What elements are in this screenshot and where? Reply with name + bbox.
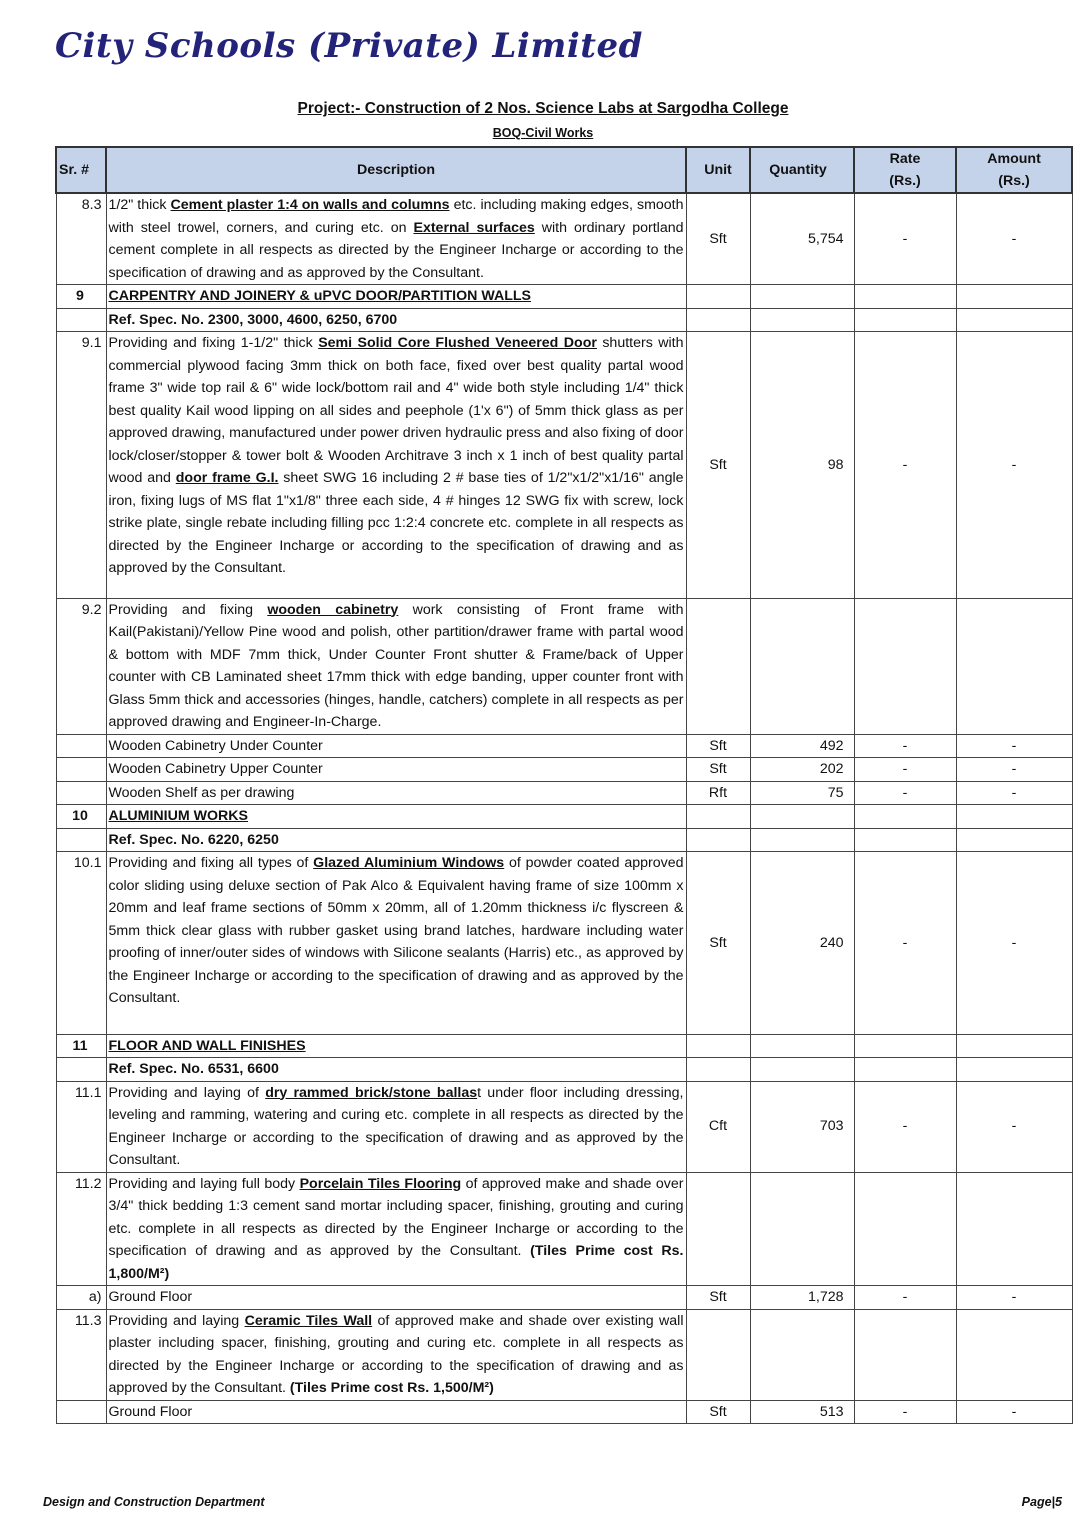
- spec-reference: Ref. Spec. No. 6220, 6250: [106, 828, 686, 852]
- table-row: [56, 1309, 1072, 1400]
- rate-cell: -: [854, 1286, 956, 1310]
- spec-reference: Ref. Spec. No. 2300, 3000, 4600, 6250, 6700: [106, 308, 686, 332]
- section-row: [56, 805, 1072, 829]
- unit-cell: Sft: [686, 1400, 750, 1424]
- header-rate: [854, 147, 956, 193]
- description-cell: [106, 1081, 686, 1172]
- rate-cell: -: [854, 193, 956, 285]
- sr-cell: 9: [56, 285, 106, 309]
- sr-cell: 11.2: [56, 1172, 106, 1286]
- rate-cell: -: [854, 734, 956, 758]
- prime-cost-note: (Tiles Prime cost Rs. 1,500/M²): [289, 1380, 494, 1396]
- rate-cell: -: [854, 758, 956, 782]
- company-logo: City Schools (Private) Limited: [55, 26, 643, 66]
- description-cell: Wooden Cabinetry Upper Counter: [106, 758, 686, 782]
- amount-cell: -: [956, 332, 1072, 599]
- boq-table: [55, 146, 1073, 1424]
- section-row: [56, 285, 1072, 309]
- sr-cell: 8.3: [56, 193, 106, 285]
- desc-text: of approved make and shade over existing wall plaster including spacer, finishing, grouting and curing etc. complete in all respects as directed by the Engineer Incharge or according to the specification of drawing and as approved by the Consultant.: [108, 1312, 684, 1396]
- unit-cell: Sft: [686, 734, 750, 758]
- sr-cell: 10: [56, 805, 106, 829]
- ref-row: [56, 828, 1072, 852]
- desc-text: sheet SWG 16 including 2 # base ties of 1/2"x1/2"x1/16" angle iron, fixing lugs of MS flat 1"x1/8" three each side, 4 # hinges 12 SWG fix with screw, lock strike plate, single rebate including filling pcc 1:2:4 concrete etc. complete in all respects as directed by the Engineer Incharge or according to the specification of drawing and as approved by the Consultant.: [108, 470, 684, 576]
- sr-cell: a): [56, 1286, 106, 1310]
- table-row: [56, 852, 1072, 1035]
- desc-keyword: Semi Solid Core Flushed Veneered Door: [318, 335, 597, 351]
- desc-text: etc. including making edges, smooth with steel trowel, corners, and curing etc. on: [108, 197, 684, 236]
- table-row: [56, 332, 1072, 599]
- desc-keyword: Glazed Aluminium Windows: [313, 855, 505, 871]
- amount-cell: -: [956, 193, 1072, 285]
- spec-reference: Ref. Spec. No. 6531, 6600: [106, 1058, 686, 1082]
- description-cell: Ground Floor: [106, 1286, 686, 1310]
- section-title: FLOOR AND WALL FINISHES: [106, 1034, 686, 1058]
- desc-text: work consisting of Front frame with Kail(Pakistani)/Yellow Pine wood and polish, other partition/drawer frame with partal wood & bottom with MDF 7mm thick, Under Counter Front shutter & Frame/back of Upper counter with CB Laminated sheet 17mm thick with edge banding, upper counter front with Glass 5mm thick and accessories (hinges, handle, catchers) complete in all respects as per approved drawing and Engineer-In-Charge.: [108, 601, 684, 730]
- unit-cell: Cft: [686, 1081, 750, 1172]
- desc-keyword: External surfaces: [413, 219, 535, 236]
- desc-text: of approved make and shade over 3/4" thick bedding 1:3 cement sand mortar including spacer, finishing, grouting and curing etc. complete in all respects as directed by the Engineer Incharge or according to the specification of drawing and as approved by the Consultant.: [108, 1175, 684, 1259]
- desc-text: Providing and fixing all types of: [108, 855, 314, 871]
- quantity-cell: 492: [750, 734, 854, 758]
- section-row: [56, 1034, 1072, 1058]
- desc-keyword: Cement plaster 1:4 on walls and columns: [170, 197, 450, 213]
- table-row: [56, 734, 1072, 758]
- header-amount: [956, 147, 1072, 193]
- desc-keyword: Ceramic Tiles Wall: [244, 1312, 373, 1329]
- sr-cell: 9.2: [56, 598, 106, 734]
- amount-cell: -: [956, 852, 1072, 1035]
- table-header-row: [56, 147, 1072, 193]
- header-rate-unit: (Rs.): [889, 173, 921, 189]
- header-amount-unit: (Rs.): [998, 173, 1030, 189]
- description-cell: Wooden Shelf as per drawing: [106, 781, 686, 805]
- rate-cell: -: [854, 332, 956, 599]
- unit-cell: Sft: [686, 852, 750, 1035]
- quantity-cell: 703: [750, 1081, 854, 1172]
- rate-cell: -: [854, 1400, 956, 1424]
- rate-cell: -: [854, 1081, 956, 1172]
- desc-text: with ordinary portland cement complete in all respects as directed by the Engineer Incharge or according to the specification of drawing and as approved by the Consultant.: [108, 219, 684, 281]
- prime-cost-note: (Tiles Prime cost Rs. 1,800/M²): [108, 1243, 684, 1282]
- unit-cell: Rft: [686, 781, 750, 805]
- sr-cell: 11.3: [56, 1309, 106, 1400]
- header-sr: Sr. #: [56, 147, 106, 193]
- section-title: CARPENTRY AND JOINERY & uPVC DOOR/PARTITION WALLS: [106, 285, 686, 309]
- description-cell: Ground Floor: [106, 1400, 686, 1424]
- description-cell: [106, 332, 686, 599]
- desc-keyword: Porcelain Tiles Flooring: [299, 1175, 462, 1192]
- desc-keyword: door frame G.I.: [175, 470, 279, 486]
- document-subtitle: BOQ-Civil Works: [492, 126, 594, 140]
- table-row: [56, 1400, 1072, 1424]
- quantity-cell: 202: [750, 758, 854, 782]
- desc-text: Providing and laying of: [108, 1084, 266, 1101]
- description-cell: [106, 1172, 686, 1286]
- unit-cell: Sft: [686, 758, 750, 782]
- quantity-cell: 240: [750, 852, 854, 1035]
- desc-text: Providing and fixing: [108, 601, 268, 618]
- unit-cell: Sft: [686, 1286, 750, 1310]
- quantity-cell: 5,754: [750, 193, 854, 285]
- desc-keyword: wooden cabinetry: [267, 601, 399, 618]
- quantity-cell: 1,728: [750, 1286, 854, 1310]
- sr-cell: 11.1: [56, 1081, 106, 1172]
- description-cell: [106, 193, 686, 285]
- ref-row: [56, 1058, 1072, 1082]
- header-quantity: Quantity: [750, 147, 854, 193]
- table-row: [56, 758, 1072, 782]
- desc-text: Providing and laying full body: [108, 1175, 300, 1192]
- table-row: [56, 1081, 1072, 1172]
- amount-cell: -: [956, 1081, 1072, 1172]
- project-title: Project:- Construction of 2 Nos. Science Labs at Sargodha College: [297, 100, 789, 117]
- footer-page-number: Page|5: [1021, 1495, 1062, 1509]
- desc-text: shutters with commercial plywood facing 3mm thick on both face, fixed over best quality partal wood frame 3" wide top rail & 6" wide lock/bottom rail and 4" wide both style including 1/4" thick best quality Kail wood lipping on all sides and peephole (1'x 6") of 5mm thick glass as per approved drawing, manufactured under power driven hydraulic press and also fixing of door lock/closer/stopper & tower bolt & Wooden Architrave 3 inch x 1 inch of best quality partal wood and: [108, 335, 684, 486]
- unit-cell: Sft: [686, 193, 750, 285]
- table-row: [56, 1172, 1072, 1286]
- footer-department: Design and Construction Department: [43, 1495, 265, 1509]
- description-cell: [106, 598, 686, 734]
- amount-cell: -: [956, 734, 1072, 758]
- quantity-cell: 75: [750, 781, 854, 805]
- table-row: [56, 781, 1072, 805]
- amount-cell: -: [956, 1286, 1072, 1310]
- sr-cell: 9.1: [56, 332, 106, 599]
- header-amount-label: Amount: [987, 151, 1041, 167]
- desc-text: of powder coated approved color sliding using deluxe section of Pak Alco & Equivalent having frame of size 100mm x 20mm and leaf frame sections of 50mm x 20mm, all of 1.20mm thickness i/c flyscreen & 5mm thick clear glass with rubber gasket using brand latches, hardware including water proofing of inner/outer sides of windows with Silicone sealants (Harris) etc., as approved by the Engineer Incharge or according to the specification of drawing and as approved by the Consultant.: [108, 855, 684, 1006]
- table-row: [56, 598, 1072, 734]
- desc-text: Providing and fixing 1-1/2" thick: [108, 335, 319, 351]
- sr-cell: 11: [56, 1034, 106, 1058]
- amount-cell: -: [956, 1400, 1072, 1424]
- amount-cell: -: [956, 758, 1072, 782]
- table-row: [56, 193, 1072, 285]
- header-rate-label: Rate: [889, 151, 921, 167]
- header-unit: Unit: [686, 147, 750, 193]
- unit-cell: Sft: [686, 332, 750, 599]
- quantity-cell: 513: [750, 1400, 854, 1424]
- rate-cell: -: [854, 852, 956, 1035]
- description-cell: [106, 1309, 686, 1400]
- ref-row: [56, 308, 1072, 332]
- table-row: [56, 1286, 1072, 1310]
- quantity-cell: 98: [750, 332, 854, 599]
- description-cell: [106, 852, 686, 1035]
- header-description: Description: [106, 147, 686, 193]
- sr-cell: 10.1: [56, 852, 106, 1035]
- amount-cell: -: [956, 781, 1072, 805]
- desc-text: Providing and laying: [108, 1312, 245, 1329]
- desc-keyword: dry rammed brick/stone ballas: [265, 1084, 478, 1101]
- desc-text: 1/2" thick: [108, 197, 171, 213]
- desc-text: t under floor including dressing, leveling and ramming, watering and curing etc. complete in all respects as directed by the Engineer Incharge or according to the specification of drawing and as approved by the Consultant.: [108, 1084, 684, 1168]
- section-title: ALUMINIUM WORKS: [106, 805, 686, 829]
- rate-cell: -: [854, 781, 956, 805]
- description-cell: Wooden Cabinetry Under Counter: [106, 734, 686, 758]
